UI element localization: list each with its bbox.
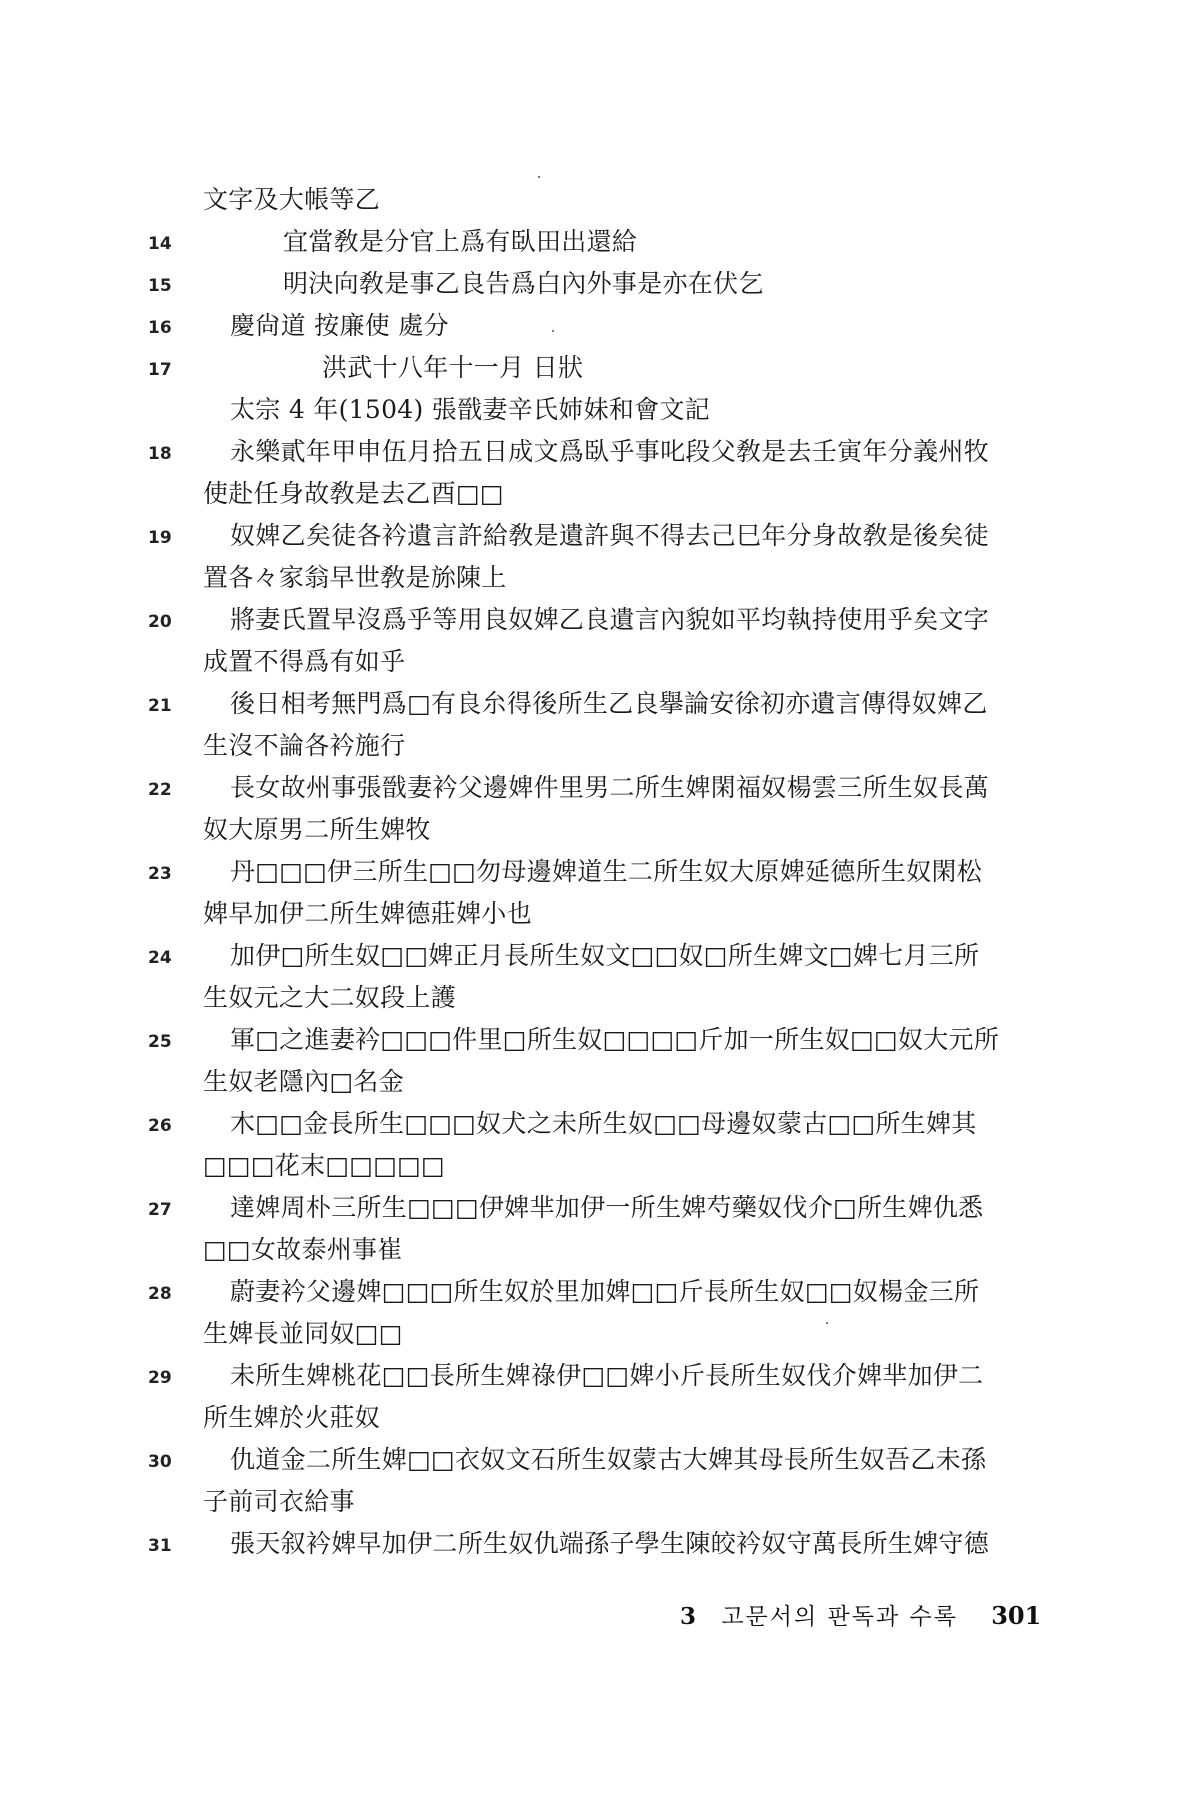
text-line [0, 642, 1200, 682]
line-text: 後日相考無門爲□有良厼得後所生乙良擧論安徐初亦遺言傳得奴婢乙 [230, 689, 988, 718]
text-line [0, 894, 1200, 934]
line-text: 長女故州事張戩妻衿父邊婢件里男二所生婢閑福奴楊雲三所生奴長萬 [230, 773, 990, 802]
line-number: 28 [148, 1284, 172, 1304]
running-footer [680, 1598, 1041, 1631]
line-number: 29 [148, 1368, 172, 1388]
line-text: 宜當敎是分官上爲有臥田出還給 [283, 227, 638, 256]
line-text: 婢早加伊二所生婢德莊婢小也 [203, 899, 532, 928]
line-number: 25 [148, 1032, 172, 1052]
line-text: 木□□金長所生□□□奴犬之未所生奴□□母邊奴蒙古□□所生婢其 [230, 1109, 977, 1138]
line-number: 21 [148, 696, 172, 716]
line-number: 23 [148, 864, 172, 884]
line-text: 文字及大帳等乙 [203, 185, 381, 214]
line-number: 20 [148, 612, 172, 632]
line-text: 生奴老隱內□名金 [203, 1067, 405, 1096]
line-text: 蔚妻衿父邊婢□□□所生奴於里加婢□□斤長所生奴□□奴楊金三所 [230, 1277, 980, 1306]
line-text: □□女故泰州事崔 [203, 1235, 403, 1264]
scan-speck [826, 1322, 828, 1324]
line-text: 所生婢於火莊奴 [203, 1403, 381, 1432]
text-line [0, 1356, 1200, 1396]
line-text: 使赴任身故敎是去乙酉□□ [203, 479, 504, 508]
line-text: 洪武十八年十一月 日狀 [322, 353, 584, 382]
text-line [0, 1020, 1200, 1060]
text-line [0, 726, 1200, 766]
line-text: 奴婢乙矣徒各衿遺言許給敎是遺許與不得去己巳年分身故敎是後矣徒 [230, 521, 990, 550]
text-line [0, 1314, 1200, 1354]
text-line [0, 1524, 1200, 1564]
text-line [0, 1188, 1200, 1228]
text-line [0, 1272, 1200, 1312]
text-line [0, 264, 1200, 304]
text-line [0, 516, 1200, 556]
text-line [0, 1146, 1200, 1186]
page-number: 301 [991, 1601, 1042, 1630]
line-text: 子前司衣給事 [203, 1487, 355, 1516]
line-number: 27 [148, 1200, 172, 1220]
line-number: 15 [148, 276, 172, 296]
text-line [0, 1482, 1200, 1522]
line-number: 26 [148, 1116, 172, 1136]
line-number: 14 [148, 234, 172, 254]
line-number: 30 [148, 1452, 172, 1472]
line-text: 仇道金二所生婢□□衣奴文石所生奴蒙古大婢其母長所生奴吾乙未孫 [230, 1445, 987, 1474]
text-line [0, 432, 1200, 472]
text-line [0, 348, 1200, 388]
line-text: 達婢周朴三所生□□□伊婢芈加伊一所生婢芍藥奴伐介□所生婢仇悉 [230, 1193, 984, 1222]
line-text: 加伊□所生奴□□婢正月長所生奴文□□奴□所生婢文□婢七月三所 [230, 941, 980, 970]
line-number: 22 [148, 780, 172, 800]
line-text: 張天叙衿婢早加伊二所生奴仇端孫子學生陳皎衿奴守萬長所生婢守德 [230, 1529, 990, 1558]
line-text: 成置不得爲有如乎 [203, 647, 406, 676]
scan-speck [552, 330, 554, 332]
line-text: 置各々家翁早世敎是旀陳上 [203, 563, 507, 592]
text-line [0, 852, 1200, 892]
line-number: 19 [148, 528, 172, 548]
text-line [0, 222, 1200, 262]
chapter-title: 고문서의 판독과 수록 [721, 1604, 958, 1630]
line-number: 16 [148, 318, 172, 338]
line-text: 丹□□□伊三所生□□勿母邊婢道生二所生奴大原婢延德所生奴閑松 [230, 857, 983, 886]
scan-speck [538, 176, 540, 178]
text-line [0, 390, 1200, 430]
line-text: 未所生婢桃花□□長所生婢祿伊□□婢小斤長所生奴伐介婢芈加伊二 [230, 1361, 984, 1390]
text-line [0, 1104, 1200, 1144]
text-line [0, 810, 1200, 850]
text-line [0, 1398, 1200, 1438]
text-line [0, 1440, 1200, 1480]
line-text: 慶尙道 按廉使 處分 [230, 311, 449, 340]
line-text: 軍□之進妻衿□□□件里□所生奴□□□□斤加一所生奴□□奴大元所 [230, 1025, 1000, 1054]
line-text: 明決向敎是事乙良告爲白內外事是亦在伏乞 [283, 269, 764, 298]
text-line [0, 600, 1200, 640]
line-number: 17 [148, 360, 172, 380]
chapter-number: 3 [680, 1603, 697, 1630]
text-line [0, 684, 1200, 724]
text-line [0, 474, 1200, 514]
line-text: 將妻氏置早沒爲乎等用良奴婢乙良遺言內貌如平均執持使用乎矣文字 [230, 605, 990, 634]
text-line [0, 558, 1200, 598]
line-number: 18 [148, 444, 172, 464]
line-text: □□□花末□□□□□ [203, 1151, 445, 1180]
text-line [0, 768, 1200, 808]
line-text: 太宗 4 年(1504) 張戩妻辛氏姉妹和會文記 [230, 395, 711, 424]
line-text: 生婢長並同奴□□ [203, 1319, 403, 1348]
text-line [0, 1062, 1200, 1102]
text-line [0, 1230, 1200, 1270]
line-text: 生奴元之大二奴段上護 [203, 983, 457, 1012]
text-line [0, 936, 1200, 976]
text-line [0, 180, 1200, 220]
line-text: 奴大原男二所生婢牧 [203, 815, 431, 844]
line-text: 永樂貳年甲申伍月拾五日成文爲臥乎事叱段父敎是去壬寅年分義州牧 [230, 437, 990, 466]
text-line [0, 978, 1200, 1018]
line-text: 生沒不論各衿施行 [203, 731, 406, 760]
text-line [0, 306, 1200, 346]
line-number: 31 [148, 1536, 172, 1556]
line-number: 24 [148, 948, 172, 968]
